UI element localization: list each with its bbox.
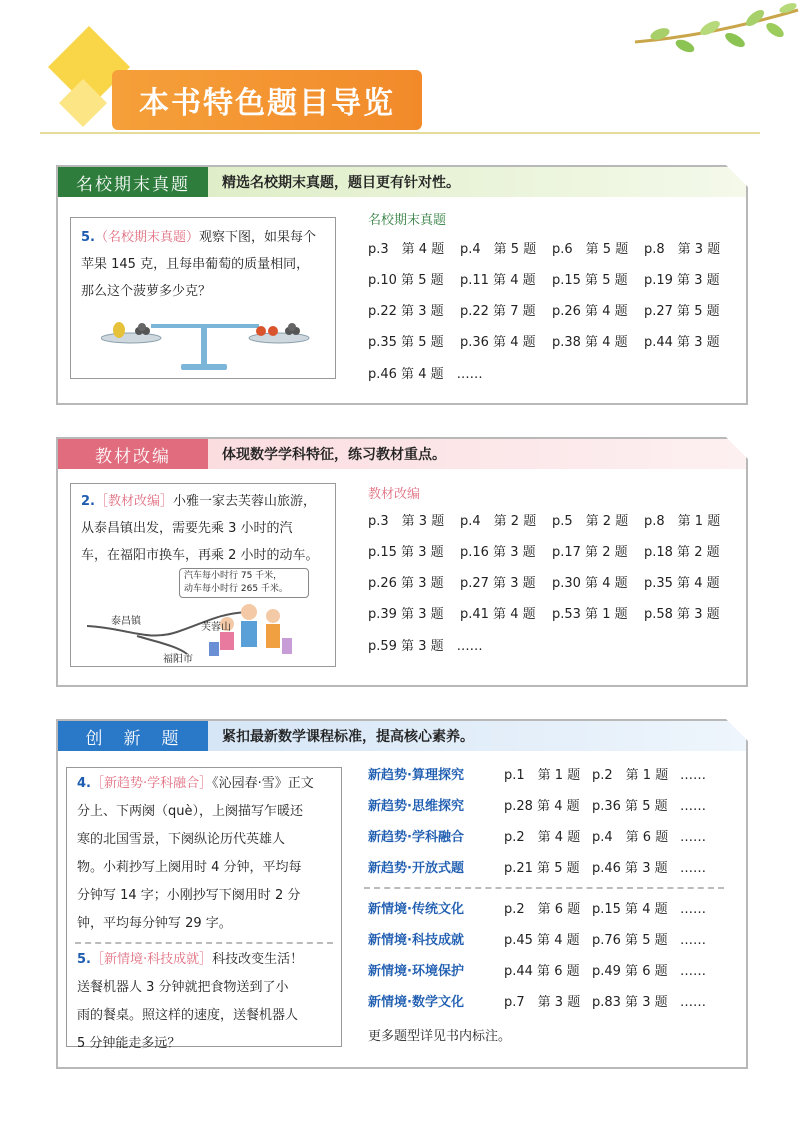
page-reference: p.15 第 4 题: [592, 902, 668, 917]
page-reference: p.38 第 4 题: [552, 335, 628, 350]
page-reference: p.8 第 3 题: [644, 242, 721, 257]
place-label: 福阳市: [163, 654, 193, 665]
ellipsis: ……: [680, 768, 706, 783]
trend-row: [368, 899, 706, 921]
question-number: 4.: [77, 776, 91, 791]
page-reference: p.36 第 4 题: [460, 335, 536, 350]
question-text: 那么这个菠萝多少克？: [81, 284, 212, 299]
trend-label: 新趋势·算理探究: [368, 768, 464, 783]
example-question: [66, 767, 342, 1051]
page-reference: p.49 第 6 题: [592, 964, 668, 979]
page-reference: p.35 第 4 题: [644, 576, 720, 591]
question-text: 小雅一家去芙蓉山旅游，: [173, 494, 317, 509]
page-reference: p.6 第 5 题: [552, 242, 629, 257]
page-reference: p.16 第 3 题: [460, 545, 536, 560]
page-reference: p.15 第 5 题: [552, 273, 628, 288]
page-reference: p.5 第 2 题: [552, 514, 629, 529]
page-reference: p.27 第 3 题: [460, 576, 536, 591]
section-subtitle-band: [208, 721, 746, 751]
page-reference: p.76 第 5 题: [592, 933, 668, 948]
speech-bubble: [179, 568, 309, 598]
place-label: 泰昌镇: [111, 616, 141, 627]
section-subtitle: 紧扣最新数学课程标准，提高核心素养。: [222, 729, 474, 745]
place-label: 芙蓉山: [201, 622, 231, 633]
trend-label: 新情境·科技成就: [368, 933, 464, 948]
trend-row: [368, 796, 706, 818]
page-reference: p.22 第 7 题: [460, 304, 536, 319]
page-reference: p.35 第 5 题: [368, 335, 444, 350]
page-reference: p.58 第 3 题: [644, 607, 720, 622]
example-question: [70, 217, 336, 379]
page-reference: p.46 第 3 题: [592, 861, 668, 876]
section-subtitle-band: [208, 439, 746, 469]
page-fold: [726, 719, 748, 741]
question-text: 雨的餐桌。照这样的速度，送餐机器人: [77, 1008, 299, 1023]
page-reference: p.2 第 1 题: [592, 768, 669, 783]
trend-label: 新趋势·思维探究: [368, 799, 464, 814]
bubble-text: 汽车每小时行 75 千米，: [184, 571, 283, 581]
page-reference: p.17 第 2 题: [552, 545, 628, 560]
trend-row: [368, 827, 706, 849]
section-tag: 教材改编: [58, 439, 208, 469]
question-number: 5.: [81, 230, 95, 245]
page-reference-grid: [368, 239, 736, 354]
trend-row: [368, 765, 706, 787]
trend-label: 新情境·数学文化: [368, 995, 464, 1010]
page-reference: p.2 第 6 题: [504, 902, 581, 917]
page-reference: p.2 第 4 题: [504, 830, 581, 845]
page-reference: p.4 第 6 题: [592, 830, 669, 845]
section-subtitle: 精选名校期末真题，题目更有针对性。: [222, 175, 460, 191]
page-reference: p.19 第 3 题: [644, 273, 720, 288]
page-reference: p.44 第 6 题: [504, 964, 580, 979]
page-reference: p.45 第 4 题: [504, 933, 580, 948]
page-reference: p.4 第 5 题: [460, 242, 537, 257]
ellipsis: ……: [680, 933, 706, 948]
footer-note: 更多题型详见书内标注。: [368, 1029, 512, 1044]
trend-row: [368, 930, 706, 952]
trend-row: [368, 992, 706, 1014]
question-tag: ［新趋势·学科融合］: [90, 776, 213, 791]
balance-scale-illustration: [101, 316, 311, 374]
section-exam: [56, 165, 748, 405]
page-reference: p.30 第 4 题: [552, 576, 628, 591]
list-title: 名校期末真题: [368, 213, 447, 228]
trend-label: 新趋势·开放式题: [368, 861, 464, 876]
section-subtitle-band: [208, 167, 746, 197]
title-banner: [112, 70, 422, 130]
question-text: 科技改变生活！: [212, 952, 304, 967]
question-text: 5 分钟能走多远？: [77, 1036, 181, 1051]
ellipsis: ……: [680, 799, 706, 814]
ellipsis: ……: [680, 830, 706, 845]
question-text: 车，在福阳市换车，再乘 2 小时的动车。: [81, 548, 319, 563]
page-reference: p.36 第 5 题: [592, 799, 668, 814]
page-reference: p.53 第 1 题: [552, 607, 628, 622]
branch-illustration: [630, 0, 800, 70]
section-tag: 名校期末真题: [58, 167, 208, 197]
page-reference: p.3 第 3 题: [368, 514, 445, 529]
question-number: 2.: [81, 494, 95, 509]
ellipsis: ……: [680, 964, 706, 979]
question-text: 分钟写 14 字；小刚抄写下阕用时 2 分: [77, 888, 301, 903]
page-reference: p.18 第 2 题: [644, 545, 720, 560]
section-header: [58, 721, 746, 751]
page-reference: p.26 第 4 题: [552, 304, 628, 319]
page-reference: p.27 第 5 题: [644, 304, 720, 319]
trend-row: [368, 858, 706, 880]
question-text: 从泰昌镇出发，需要先乘 3 小时的汽: [81, 521, 293, 536]
question-text: 《沁园春·雪》正文: [212, 776, 314, 791]
trend-row: [368, 961, 706, 983]
section-header: [58, 439, 746, 469]
section-header: [58, 167, 746, 197]
page-reference: p.22 第 3 题: [368, 304, 444, 319]
section-tag: 创 新 题: [58, 721, 208, 751]
page-reference: p.10 第 5 题: [368, 273, 444, 288]
page-title: 本书特色题目导览: [139, 86, 395, 121]
page-reference: p.83 第 3 题: [592, 995, 668, 1010]
divider: [75, 942, 333, 944]
page-reference: p.26 第 3 题: [368, 576, 444, 591]
page-reference-grid: [368, 511, 736, 626]
question-number: 5.: [77, 952, 91, 967]
page-reference: p.8 第 1 题: [644, 514, 721, 529]
section-innovation: [56, 719, 748, 1069]
ellipsis: ……: [680, 995, 706, 1010]
page-reference: p.44 第 3 题: [644, 335, 720, 350]
page-reference: p.4 第 2 题: [460, 514, 537, 529]
ellipsis: ……: [680, 902, 706, 917]
page-reference: p.39 第 3 题: [368, 607, 444, 622]
section-textbook: [56, 437, 748, 687]
question-text: 苹果 145 克，且每串葡萄的质量相同，: [81, 257, 310, 272]
page-reference: p.21 第 5 题: [504, 861, 580, 876]
page-reference: p.59 第 3 题 ……: [368, 639, 483, 654]
question-tag: （名校期末真题）: [94, 230, 199, 245]
question-text: 观察下图，如果每个: [199, 230, 317, 245]
question-text: 钟，平均每分钟写 29 字。: [77, 916, 232, 931]
page-reference: p.46 第 4 题 ……: [368, 367, 483, 382]
page-fold: [726, 165, 748, 187]
page-reference: p.15 第 3 题: [368, 545, 444, 560]
question-text: 物。小莉抄写上阕用时 4 分钟，平均每: [77, 860, 302, 875]
page-reference: p.7 第 3 题: [504, 995, 581, 1010]
ellipsis: ……: [680, 861, 706, 876]
divider: [364, 887, 724, 889]
question-text: 寒的北国雪景，下阕纵论历代英雄人: [77, 832, 286, 847]
page-fold: [726, 437, 748, 459]
page-reference: p.3 第 4 题: [368, 242, 445, 257]
example-question: [70, 483, 336, 667]
trend-label: 新情境·环境保护: [368, 964, 464, 979]
list-title: 教材改编: [368, 487, 421, 502]
title-underline: [40, 132, 760, 134]
page-reference: p.1 第 1 题: [504, 768, 581, 783]
question-tag: ［教材改编］: [94, 494, 173, 509]
trend-label: 新情境·传统文化: [368, 902, 464, 917]
question-text: 分上、下两阕（què），上阕描写乍暖还: [77, 804, 303, 819]
question-text: 送餐机器人 3 分钟就把食物送到了小: [77, 980, 289, 995]
page-reference: p.28 第 4 题: [504, 799, 580, 814]
trend-label: 新趋势·学科融合: [368, 830, 464, 845]
section-subtitle: 体现数学学科特征，练习教材重点。: [222, 447, 446, 463]
page-reference: p.11 第 4 题: [460, 273, 536, 288]
question-tag: ［新情境·科技成就］: [90, 952, 213, 967]
bubble-text: 动车每小时行 265 千米。: [184, 584, 288, 594]
page-reference: p.41 第 4 题: [460, 607, 536, 622]
